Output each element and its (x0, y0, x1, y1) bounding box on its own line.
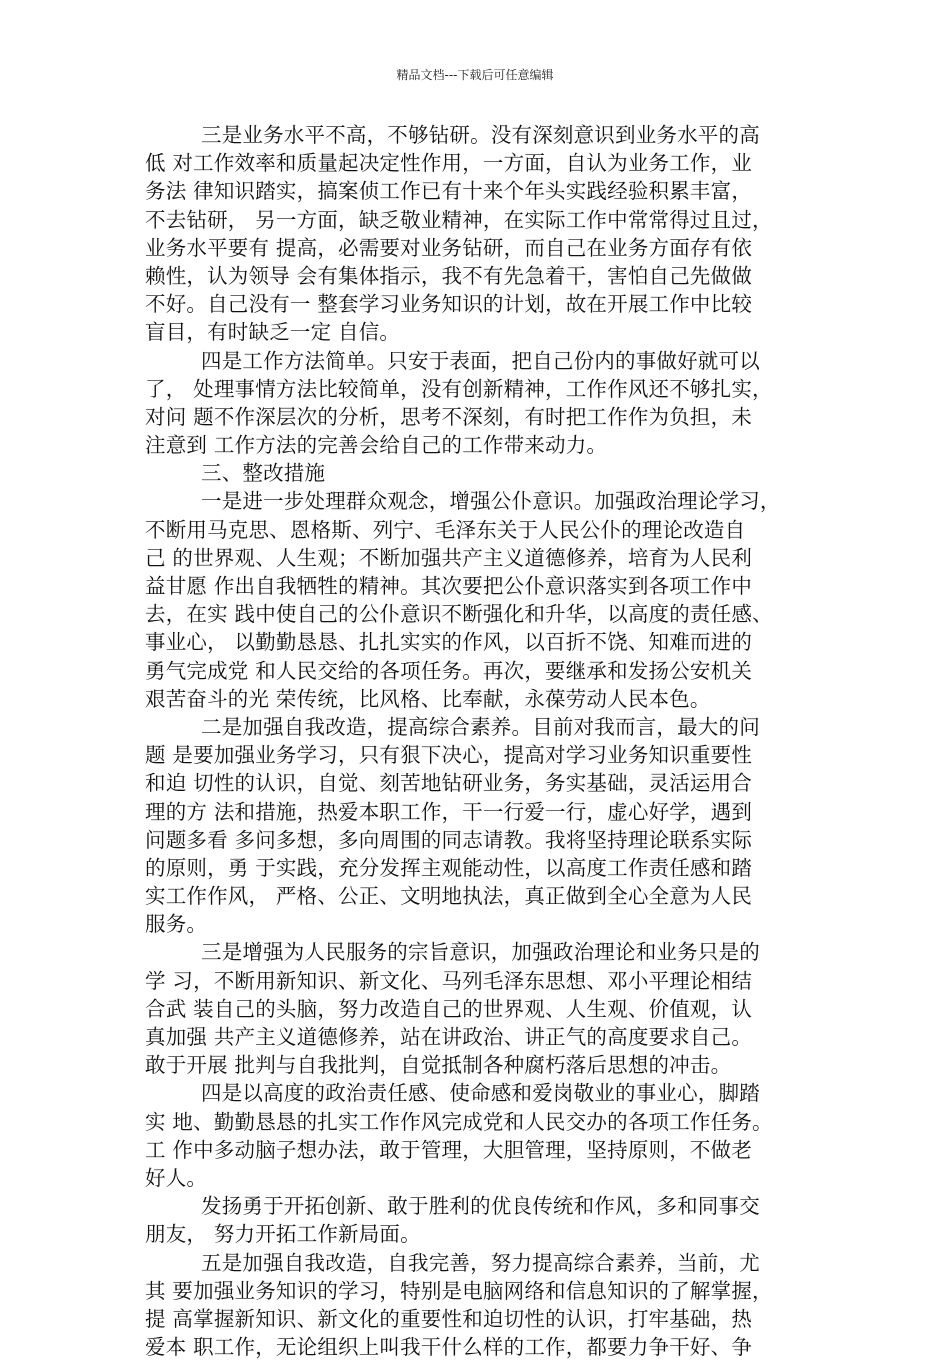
text-line: 业务水平要有 提高，必需要对业务钻研，而自己在业务方面存有依 (145, 235, 753, 260)
text-line: 理的方 法和措施，热爱本职工作，干一行爱一行，虚心好学，遇到 (145, 799, 753, 824)
text-line: 敢于开展 批判与自我批判，自觉抵制各种腐朽落后思想的冲击。 (145, 1053, 732, 1078)
text-line: 和迫 切性的认识，自觉、刻苦地钻研业务，务实基础，灵活运用合 (145, 771, 753, 796)
text-line: 赖性，认为领导 会有集体指示，我不有先急着干，害怕自己先做做 (145, 263, 753, 288)
document-body (145, 121, 815, 1361)
text-line: 学 习，不断用新知识、新文化、马列毛泽东思想、邓小平理论相结 (145, 968, 753, 993)
page-header: 精品文档---下载后可任意编辑 (396, 68, 554, 82)
text-line: 不去钻研， 另一方面，缺乏敬业精神，在实际工作中常常得过且过， (145, 207, 773, 232)
text-line: 益甘愿 作出自我牺牲的精神。其次要把公仆意识落实到各项工作中 (145, 574, 753, 598)
text-line: 不好。自己没有一 整套学习业务知识的计划，故在开展工作中比较 (145, 292, 753, 317)
text-line: 其 要加强业务知识的学习，特别是电脑网络和信息知识的了解掌握， (145, 1278, 773, 1303)
text-line: 艰苦奋斗的光 荣传统，比风格、比奉献，永葆劳动人民本色。 (145, 686, 711, 711)
text-line: 务法 律知识踏实，搞案侦工作已有十来个年头实践经验积累丰富， (145, 179, 753, 204)
text-line: 二是加强自我改造，提高综合素养。目前对我而言，最大的问 (201, 714, 760, 739)
text-line: 问题多看 多问多想，多向周围的同志请教。我将坚持理论联系实际 (145, 827, 753, 852)
text-line: 勇气完成党 和人民交给的各项任务。再次，要继承和发扬公安机关 (145, 658, 753, 683)
text-line: 合武 装自己的头脑，努力改造自己的世界观、人生观、价值观，认 (145, 996, 753, 1021)
text-line: 服务。 (145, 912, 208, 937)
text-line: 低 对工作效率和质量起决定性作用，一方面，自认为业务工作，业 (145, 151, 753, 176)
text-line: 真加强 共产主义道德修养，站在讲政治、讲正气的高度要求自己。 (145, 1025, 753, 1049)
text-line: 爱本 职工作，无论组织上叫我干什么样的工作，都要力争干好、争 (145, 1335, 753, 1360)
text-line: 盲目，有时缺乏一定 自信。 (145, 320, 401, 345)
text-line: 实工作作风， 严格、公正、文明地执法，真正做到全心全意为人民 (145, 884, 753, 909)
text-line: 好人。 (145, 1165, 208, 1190)
text-line: 的原则，勇 于实践，充分发挥主观能动性，以高度工作责任感和踏 (145, 855, 753, 880)
text-line: 三是业务水平不高，不够钻研。没有深刻意识到业务水平的高 (201, 123, 760, 147)
text-line: 发扬勇于开拓创新、敢于胜利的优良传统和作风，多和同事交 (201, 1194, 760, 1219)
text-line: 朋友， 努力开拓工作新局面。 (145, 1222, 421, 1247)
text-line: 题 是要加强业务学习，只有狠下决心，提高对学习业务知识重要性 (145, 743, 753, 768)
text-line: 对问 题不作深层次的分析，思考不深刻，有时把工作作为负担，未 (145, 404, 753, 429)
text-line: 提 高掌握新知识、新文化的重要性和迫切性的认识，打牢基础，热 (145, 1306, 753, 1331)
text-line: 四是工作方法简单。只安于表面，把自己份内的事做好就可以 (201, 348, 760, 373)
text-line: 工 作中多动脑子想办法，敢于管理，大胆管理，坚持原则，不做老 (145, 1137, 753, 1162)
text-line: 己 的世界观、人生观；不断加强共产主义道德修养，培育为人民利 (145, 545, 753, 570)
text-line: 了， 处理事情方法比较简单，没有创新精神，工作作风还不够扎实， (145, 376, 773, 401)
text-line: 事业心， 以勤勤恳恳、扎扎实实的作风，以百折不饶、知难而进的 (145, 630, 753, 655)
text-line: 四是以高度的政治责任感、使命感和爱岗敬业的事业心，脚踏 (201, 1081, 760, 1106)
text-line: 三是增强为人民服务的宗旨意识，加强政治理论和业务只是的 (201, 940, 760, 965)
text-line: 去，在实 践中使自己的公仆意识不断强化和升华，以高度的责任感、 (145, 602, 773, 627)
text-line: 五是加强自我改造，自我完善，努力提高综合素养，当前，尤 (201, 1250, 760, 1275)
text-line: 不断用马克思、恩格斯、列宁、毛泽东关于人民公仆的理论改造自 (145, 517, 746, 542)
text-line: 注意到 工作方法的完善会给自己的工作带来动力。 (145, 433, 608, 458)
text-line: 一是进一步处理群众观念，增强公仆意识。加强政治理论学习， (201, 489, 781, 514)
text-line: 三、整改措施 (201, 461, 326, 486)
text-line: 实 地、勤勤恳恳的扎实工作作风完成党和人民交办的各项工作任务。 (145, 1109, 773, 1134)
